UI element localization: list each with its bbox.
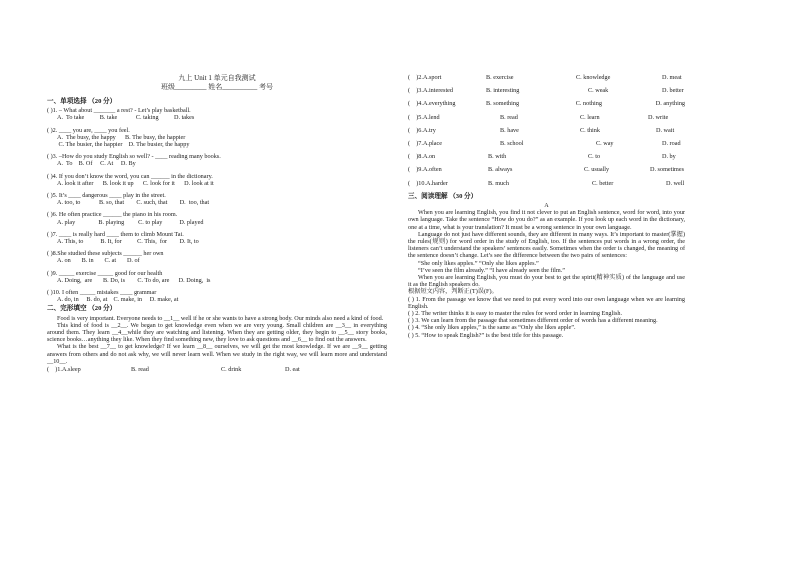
cloze-option-row xyxy=(47,366,387,373)
section1-question xyxy=(47,250,387,264)
section1-heading: 一、单项选择 （20 分） xyxy=(47,98,117,105)
option-d: D. by xyxy=(662,153,676,161)
tf-question: ( ) 2. The writer thinks it is easy to master the rules for word order in learning English. xyxy=(408,310,622,318)
option-d: D. anything xyxy=(655,100,686,108)
option-d: D. well xyxy=(666,179,685,187)
option-b: B. something xyxy=(486,100,520,108)
question-text: ( )9. _____ exercise _____ good for our health xyxy=(47,269,163,277)
question-options: A. on B. in C. at D. of xyxy=(57,257,140,265)
option-b: B. read xyxy=(500,113,518,121)
tf-instruction: 根据短文内容，判断正(T)误(F)。 xyxy=(408,288,498,296)
section1-question xyxy=(47,192,387,206)
reading-paragraph: When you are learning English, you must do your best to get the spirit(精神实质) of the language and use it as the English speakers do. xyxy=(408,274,685,289)
right-column xyxy=(408,74,685,339)
option-b: B. much xyxy=(488,179,509,187)
cloze-option-row xyxy=(408,140,685,147)
option-d: D. eat xyxy=(285,366,300,374)
option-a: ( )10.A.harder xyxy=(408,179,448,187)
option-d: D. wait xyxy=(656,126,675,134)
exam-subtitle: 班级_________ 姓名__________ 考号 xyxy=(161,83,273,91)
question-text: ( )2. ____ you are, ____ you feel. xyxy=(47,126,130,134)
question-options: A. Doing, are B. Do, is C. To do, are D. Doing, is xyxy=(57,276,211,284)
option-c: C. knowledge xyxy=(576,74,611,81)
question-text: ( )1. – What about _______ a rest? - Let’s play basketball. xyxy=(47,107,191,115)
reading-paragraph: Language do not just have different sounds, they are different in many ways. It’s important to master(掌握) the rules(规则) for word order in the study of English, too. If the sentences put words in a wrong order, the listeners can’t understand the speakers’ sentences easily. Sometimes when the order is changed, the meaning of the sentence doesn’t change. Let’s see the difference between the two pairs of sentences: xyxy=(408,230,685,260)
reading-paragraph: When you are learning English, you find it not clever to put an English sentence, word for word, into your own language. Take the sentence “How do you do?” as an example. If you look up each word in the dictionary, one at a time, what is your translation? It must be a wrong sentence in your own language. xyxy=(408,209,685,231)
section1-question xyxy=(47,270,387,284)
cloze-paragraph: Food is very important. Everyone needs to __1__ well if he or she wants to have a strong body. Our minds also need a kind of food. xyxy=(57,314,384,322)
option-b: B. with xyxy=(488,153,507,161)
option-c: C. nothing xyxy=(575,100,602,108)
option-d: D. road xyxy=(662,140,681,148)
cloze-option-row xyxy=(408,166,685,173)
question-text: ( )8.She studied these subjects ______ her own xyxy=(47,250,164,258)
option-c: C. weak xyxy=(588,87,609,95)
option-a: ( )7.A.place xyxy=(408,140,443,148)
section3-heading: 三、阅读理解 （30 分） xyxy=(408,192,478,200)
option-a: ( )6.A.try xyxy=(408,126,436,134)
section2-heading: 二、完形填空 （20 分） xyxy=(47,305,117,313)
exam-title: 九上 Unit 1 单元自我测试 xyxy=(178,74,256,82)
section1-question xyxy=(47,173,387,187)
cloze-option-row xyxy=(408,74,685,81)
question-options: A. To B. Of C. At D. By xyxy=(57,160,136,168)
question-text: ( )5. It’s ____ dangerous ____ play in the street. xyxy=(47,192,166,200)
option-c: C. usually xyxy=(584,166,610,174)
option-b: B. exercise xyxy=(486,74,514,81)
option-a: ( )3.A.interested xyxy=(408,87,454,95)
tf-question: ( ) 1. From the passage we know that we need to put every word into our own language when we are learning English. xyxy=(408,295,685,310)
option-a: ( )8.A.on xyxy=(408,153,436,161)
option-a: ( )4.A.everything xyxy=(408,100,456,108)
question-text: ( )6. He often practice ______ the piano in his room. xyxy=(47,211,178,219)
option-a: ( )5.A.lend xyxy=(408,113,440,121)
tf-question: ( ) 5. “How to speak English?” is the best title for this passage. xyxy=(408,331,564,339)
reading-paragraph: “I’ve seen the film already.” “I have already seen the film.” xyxy=(418,266,565,274)
cloze-paragraph: This kind of food is __2__. We began to get knowledge even when we are very young. Small children are __3__ in everything around them. They learn __4__while they are watching and listening. When they are getting older, they begin to __5__ story books, science books…anything they like. When they find something new, they love to ask questions and __6__ to find out the answers. xyxy=(47,321,387,344)
cloze-option-row xyxy=(408,153,685,160)
cloze-option-row xyxy=(408,87,685,94)
question-options: A. This, to B. It, for C. This, for D. It, to xyxy=(57,238,199,246)
section1-question xyxy=(47,153,387,167)
option-d: D. write xyxy=(648,113,669,121)
cloze-option-row xyxy=(408,180,685,187)
question-text: ( )4. If you don’t know the word, you can ______ in the dictionary. xyxy=(47,172,213,180)
reading-paragraph: “She only likes apples.” “Only she likes apples.” xyxy=(418,259,539,267)
option-a: ( )1.A.sleep xyxy=(47,366,81,374)
question-options: A. The busy, the happy B. The busy, the happier C. The busier, the happier D. The busier, the happy xyxy=(57,133,190,149)
section1-question xyxy=(47,107,387,121)
option-d: D. sometimes xyxy=(650,166,685,174)
option-b: B. have xyxy=(500,126,519,134)
question-options: A. To take B. take C. taking D. takes xyxy=(57,114,195,122)
question-options: A. play B. playing C. to play D. played xyxy=(57,218,204,226)
option-b: B. interesting xyxy=(486,87,520,95)
left-column xyxy=(47,74,387,379)
section1-question xyxy=(47,231,387,245)
option-c: C. way xyxy=(596,140,614,148)
question-text: ( )7. ____ is really hard ____ them to climb Mount Tai. xyxy=(47,230,184,238)
passage-label: A xyxy=(544,202,549,210)
cloze-option-row xyxy=(408,114,685,121)
cloze-paragraph: What is the best __7__ to get knowledge? If we learn __8__ ourselves, we will get the most knowledge. If we are __9__ getting answers from others and do not ask why, we will never learn well. When we study in the right way, we will learn more and understand __10__. xyxy=(47,343,387,365)
section1-question xyxy=(47,289,387,303)
option-d: D. meat xyxy=(662,74,682,81)
cloze-option-row xyxy=(408,100,685,107)
cloze-option-row xyxy=(408,127,685,134)
option-c: C. drink xyxy=(221,366,242,374)
question-text: ( )3. –How do you study English so well? - ____ reading many books. xyxy=(47,153,221,161)
option-a: ( )9.A.often xyxy=(408,166,442,174)
tf-question: ( ) 3. We can learn from the passage that sometimes different order of words has a different meaning. xyxy=(408,317,658,325)
section1-question xyxy=(47,127,387,149)
question-options: A. look it after B. look it up C. look for it D. look at it xyxy=(57,179,214,187)
option-c: C. better xyxy=(592,179,614,187)
section1-question xyxy=(47,211,387,225)
option-c: C. think xyxy=(580,126,600,134)
option-b: B. always xyxy=(488,166,513,174)
option-b: B. read xyxy=(131,366,149,374)
tf-question: ( ) 4. “She only likes apples,” is the same as “Only she likes apple”. xyxy=(408,324,576,332)
question-options: A. do, in B. do, at C. make, in D. make, at xyxy=(57,296,179,304)
option-b: B. school xyxy=(500,140,524,148)
option-a: ( )2.A.sport xyxy=(408,74,442,81)
question-options: A. too, to B. so, that C. such, that D. too, that xyxy=(57,199,210,207)
question-text: ( )10. I often _____ mistakes ____ grammar xyxy=(47,289,157,297)
option-c: C. to xyxy=(588,153,601,161)
option-c: C. learn xyxy=(580,113,600,121)
option-d: D. better xyxy=(662,87,684,95)
